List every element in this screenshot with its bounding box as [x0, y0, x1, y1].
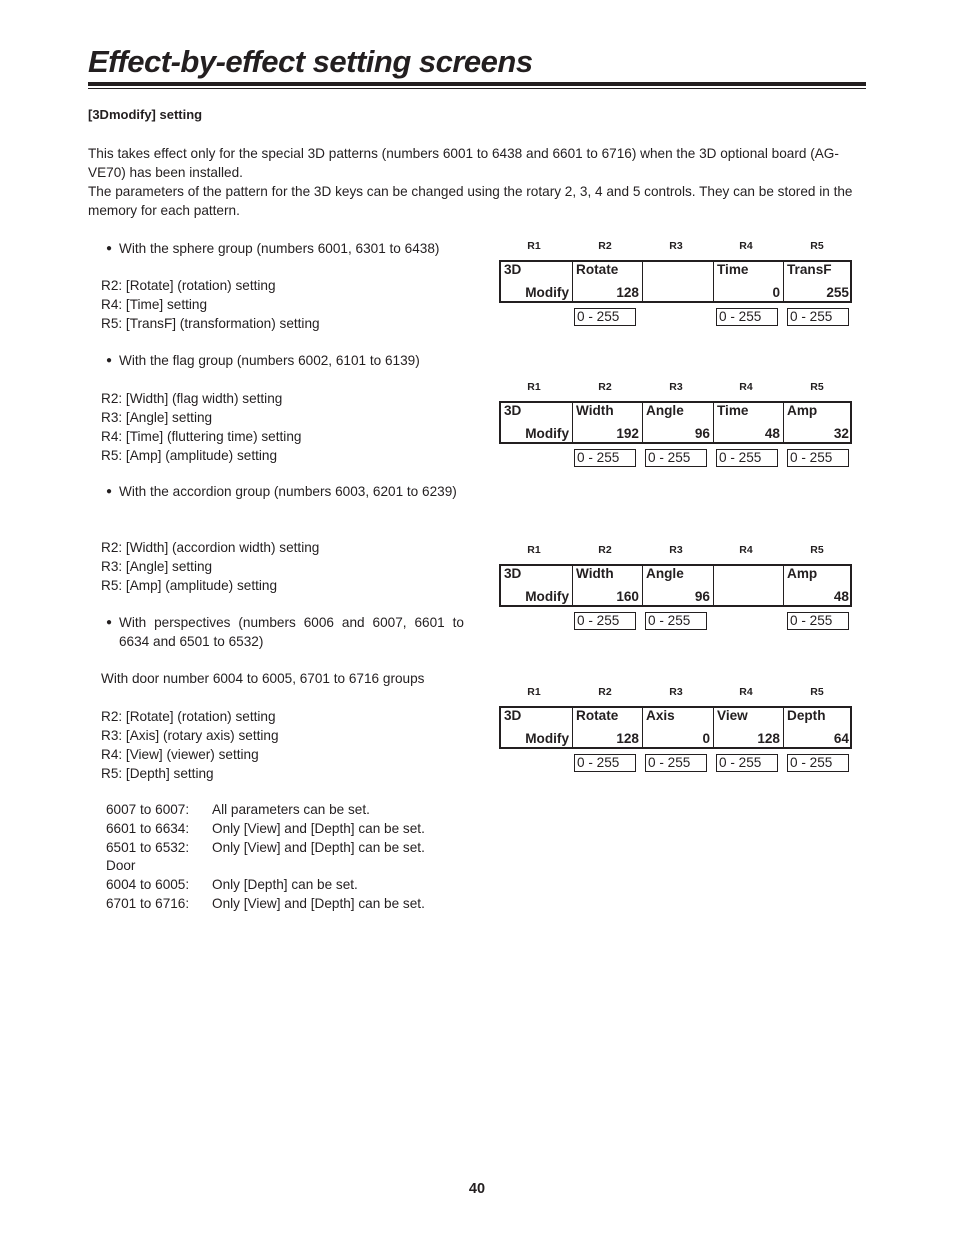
setting-line: R5: [Amp] (amplitude) setting	[101, 578, 278, 593]
screen-cell-r1	[501, 403, 572, 442]
parameter-value: 128	[616, 285, 639, 300]
range-box: 0 - 255	[716, 449, 778, 467]
parameter-label: TransF	[787, 262, 832, 277]
screen-cell-r1	[501, 708, 572, 747]
screen-cell-r4	[713, 566, 783, 605]
screen-cell-r5	[783, 262, 852, 301]
screen-cell-r1	[501, 262, 572, 301]
parameter-value: 96	[694, 426, 710, 441]
range-box: 0 - 255	[645, 612, 707, 630]
setting-screen-grid	[499, 401, 852, 444]
rotary-label-r5: R5	[810, 544, 824, 556]
parameter-value: 128	[757, 731, 780, 746]
parameter-value: Modify	[525, 731, 569, 746]
range-box: 0 - 255	[787, 612, 849, 630]
range-box: 0 - 255	[787, 308, 849, 326]
parameter-label: Width	[576, 403, 614, 418]
rotary-label-r3: R3	[669, 544, 683, 556]
setting-screen-grid	[499, 564, 852, 607]
intro-paragraph: The parameters of the pattern for the 3D keys can be changed using the rotary 2, 3, 4 and 5 controls. They can be stored in the memory for each pattern.	[88, 184, 853, 218]
bullet-flag-group: ● With the flag group (numbers 6002, 6101 to 6139)	[106, 353, 420, 368]
door-group-note: With door number 6004 to 6005, 6701 to 6716 groups	[101, 671, 425, 686]
screen-cell-r5	[783, 708, 852, 747]
bullet-icon: ●	[106, 355, 113, 366]
rotary-label-r3: R3	[669, 381, 683, 393]
range-key: 6501 to 6532:	[106, 840, 190, 855]
range-box: 0 - 255	[645, 754, 707, 772]
setting-line: R2: [Width] (flag width) setting	[101, 391, 283, 406]
parameter-label: 3D	[504, 262, 522, 277]
rotary-label-r3: R3	[669, 686, 683, 698]
parameter-label: Axis	[646, 708, 675, 723]
rotary-label-r5: R5	[810, 240, 824, 252]
setting-line: R2: [Width] (accordion width) setting	[101, 540, 320, 555]
setting-line: R5: [Amp] (amplitude) setting	[101, 448, 278, 463]
parameter-value: 48	[764, 426, 780, 441]
range-key: 6007 to 6007:	[106, 802, 190, 817]
bullet-icon: ●	[106, 617, 113, 628]
range-value: Only [Depth] can be set.	[212, 877, 358, 892]
rotary-label-r2: R2	[598, 686, 612, 698]
rotary-label-r2: R2	[598, 544, 612, 556]
rotary-label-r4: R4	[739, 686, 753, 698]
range-key: 6601 to 6634:	[106, 821, 190, 836]
parameter-value: 64	[833, 731, 849, 746]
screen-cell-r1	[501, 566, 572, 605]
parameter-value: 192	[616, 426, 639, 441]
screen-cell-r2	[572, 566, 642, 605]
rotary-label-r5: R5	[810, 686, 824, 698]
setting-line: R3: [Angle] setting	[101, 410, 213, 425]
range-box: 0 - 255	[645, 449, 707, 467]
parameter-label: Width	[576, 566, 614, 581]
parameter-value: Modify	[525, 285, 569, 300]
parameter-label: 3D	[504, 708, 522, 723]
screen-cell-r4	[713, 262, 783, 301]
rotary-label-r1: R1	[527, 381, 541, 393]
range-value: Only [View] and [Depth] can be set.	[212, 821, 425, 836]
parameter-label: Time	[717, 403, 749, 418]
parameter-label: Rotate	[576, 708, 619, 723]
parameter-label: Rotate	[576, 262, 619, 277]
parameter-value: Modify	[525, 589, 569, 604]
bullet-sphere-group: ● With the sphere group (numbers 6001, 6301 to 6438)	[106, 241, 440, 256]
rotary-label-r4: R4	[739, 240, 753, 252]
parameter-label: 3D	[504, 403, 522, 418]
parameter-value: 96	[694, 589, 710, 604]
setting-line: R4: [Time] setting	[101, 297, 208, 312]
section-title: [3Dmodify] setting	[88, 107, 203, 122]
parameter-label: Depth	[787, 708, 826, 723]
range-value: Only [View] and [Depth] can be set.	[212, 840, 425, 855]
screen-cell-r3	[642, 262, 713, 301]
setting-line: R2: [Rotate] (rotation) setting	[101, 278, 276, 293]
parameter-value: 48	[833, 589, 849, 604]
range-box: 0 - 255	[574, 308, 636, 326]
parameter-label: Amp	[787, 403, 818, 418]
screen-cell-r2	[572, 403, 642, 442]
setting-line: R3: [Angle] setting	[101, 559, 213, 574]
range-box: 0 - 255	[787, 449, 849, 467]
rotary-label-r1: R1	[527, 240, 541, 252]
bullet-accordion-group: ● With the accordion group (numbers 6003, 6201 to 6239)	[106, 484, 457, 499]
screen-cell-r4	[713, 708, 783, 747]
parameter-value: 128	[616, 731, 639, 746]
parameter-value: 0	[702, 731, 710, 746]
intro-paragraph: This takes effect only for the special 3D patterns (numbers 6001 to 6438 and 6601 to 6716) when the 3D optional board (AG-VE70) has been installed.	[88, 146, 839, 180]
rotary-label-r1: R1	[527, 544, 541, 556]
rotary-label-r4: R4	[739, 381, 753, 393]
setting-screen-grid	[499, 706, 852, 749]
setting-line: R3: [Axis] (rotary axis) setting	[101, 728, 279, 743]
screen-cell-r3	[642, 708, 713, 747]
range-box: 0 - 255	[716, 754, 778, 772]
setting-screen-grid	[499, 260, 852, 303]
parameter-value: 0	[772, 285, 780, 300]
parameter-label: Amp	[787, 566, 818, 581]
rotary-label-r1: R1	[527, 686, 541, 698]
setting-line: R4: [Time] (fluttering time) setting	[101, 429, 302, 444]
setting-line: R2: [Rotate] (rotation) setting	[101, 709, 276, 724]
screen-cell-r2	[572, 708, 642, 747]
parameter-value: 32	[833, 426, 849, 441]
intro-text	[88, 144, 868, 220]
range-value: Only [View] and [Depth] can be set.	[212, 896, 425, 911]
bullet-perspective-group: ● With perspectives (numbers 6006 and 6007, 6601 to 6634 and 6501 to 6532)	[106, 615, 464, 649]
rotary-label-r4: R4	[739, 544, 753, 556]
bullet-icon: ●	[106, 243, 113, 254]
screen-cell-r2	[572, 262, 642, 301]
screen-cell-r3	[642, 403, 713, 442]
rotary-label-r5: R5	[810, 381, 824, 393]
screen-cell-r3	[642, 566, 713, 605]
range-box: 0 - 255	[574, 754, 636, 772]
range-box: 0 - 255	[787, 754, 849, 772]
parameter-label: Angle	[646, 403, 684, 418]
parameter-label: View	[717, 708, 748, 723]
page-number: 40	[468, 1181, 486, 1197]
range-value: All parameters can be set.	[212, 802, 370, 817]
parameter-value: Modify	[525, 426, 569, 441]
range-key: 6004 to 6005:	[106, 877, 190, 892]
title-rule	[88, 82, 866, 86]
bullet-icon: ●	[106, 486, 113, 497]
parameter-label: 3D	[504, 566, 522, 581]
setting-line: R4: [View] (viewer) setting	[101, 747, 259, 762]
page-title: Effect-by-effect setting screens	[88, 44, 533, 79]
range-key: Door	[106, 858, 136, 873]
parameter-value: 160	[616, 589, 639, 604]
rotary-label-r3: R3	[669, 240, 683, 252]
screen-cell-r5	[783, 403, 852, 442]
parameter-value: 255	[826, 285, 849, 300]
title-rule-thin	[88, 88, 866, 89]
range-box: 0 - 255	[716, 308, 778, 326]
screen-cell-r5	[783, 566, 852, 605]
parameter-label: Angle	[646, 566, 684, 581]
parameter-label: Time	[717, 262, 749, 277]
range-box: 0 - 255	[574, 612, 636, 630]
range-box: 0 - 255	[574, 449, 636, 467]
rotary-label-r2: R2	[598, 381, 612, 393]
rotary-label-r2: R2	[598, 240, 612, 252]
setting-line: R5: [TransF] (transformation) setting	[101, 316, 320, 331]
screen-cell-r4	[713, 403, 783, 442]
range-key: 6701 to 6716:	[106, 896, 190, 911]
setting-line: R5: [Depth] setting	[101, 766, 214, 781]
